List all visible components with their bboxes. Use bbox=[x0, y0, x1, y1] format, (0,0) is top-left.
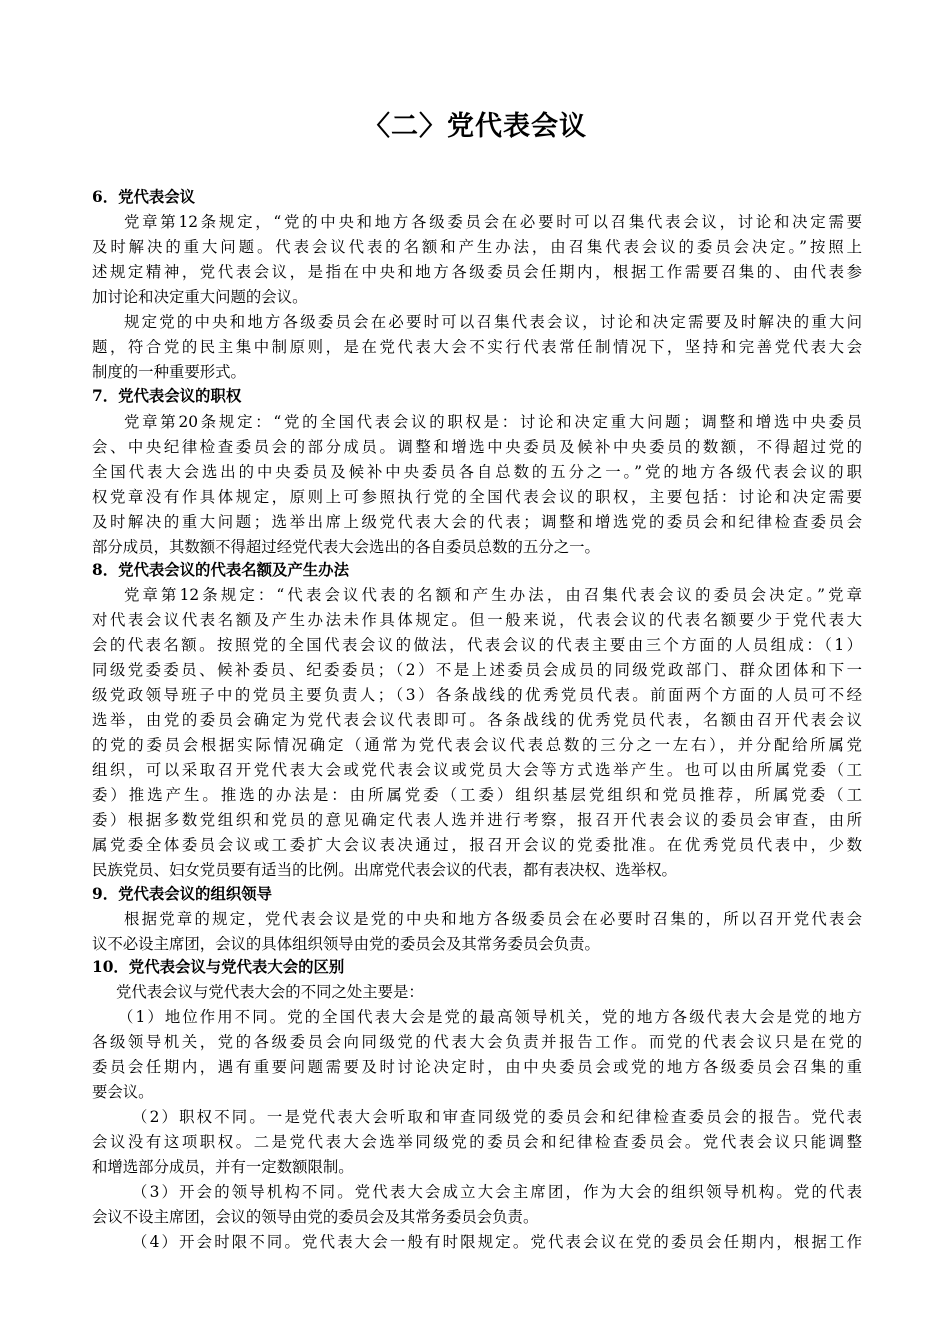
text-line: 党代表会议与党代表大会的不同之处主要是： bbox=[116, 983, 424, 1001]
text-line: 及时解决的重大问题。代表会议代表的名额和产生办法，由召集代表会议的委员会决定。”按照上 bbox=[92, 238, 862, 256]
text-line: 和增选部分成员，并有一定数额限制。 bbox=[92, 1158, 354, 1176]
text-line: 委）根据多数党组织和党员的意见确定代表人选并进行考察，报召开代表会议的委员会审查，由所 bbox=[92, 811, 862, 829]
text-line: 题，符合党的民主集中制原则，是在党代表大会不实行代表常任制情况下，坚持和完善党代表大会 bbox=[92, 338, 862, 356]
section-heading: 8．党代表会议的代表名额及产生办法 bbox=[92, 561, 349, 579]
text-line: 会的代表名额。按照党的全国代表会议的做法，代表会议的代表主要由三个方面的人员组成：（1） bbox=[92, 636, 862, 654]
text-line: 属党委全体委员会议或工委扩大会议表决通过，报召开会议的党委批准。在优秀党员代表中，少数 bbox=[92, 836, 862, 854]
text-line: 各级领导机关，党的各级委员会向同级党的代表大会负责并报告工作。而党的代表会议只是在党的 bbox=[92, 1033, 862, 1051]
text-line: 同级党委委员、候补委员、纪委委员；（2）不是上述委员会成员的同级党政部门、群众团体和下一 bbox=[92, 661, 862, 679]
text-line: 加讨论和决定重大问题的会议。 bbox=[92, 288, 308, 306]
text-line: 全国代表大会选出的中央委员及候补中央委员各自总数的五分之一。”党的地方各级代表会议的职 bbox=[92, 463, 862, 481]
text-line: 部分成员，其数额不得超过经党代表大会选出的各自委员总数的五分之一。 bbox=[92, 538, 600, 556]
section-heading: 10．党代表会议与党代表大会的区别 bbox=[92, 958, 345, 976]
text-line: 组织，可以采取召开党代表大会或党代表会议或党员大会等方式选举产生。也可以由所属党委（工 bbox=[92, 761, 862, 779]
text-line: （3）开会的领导机构不同。党代表大会成立大会主席团，作为大会的组织领导机构。党的代表 bbox=[132, 1183, 862, 1201]
text-line: 会议不设主席团，会议的领导由党的委员会及其常务委员会负责。 bbox=[92, 1208, 539, 1226]
section-heading: 7．党代表会议的职权 bbox=[92, 387, 242, 405]
text-line: 党章第12条规定，“党的中央和地方各级委员会在必要时可以召集代表会议，讨论和决定需要 bbox=[124, 213, 862, 231]
text-line: 党章第20条规定：“党的全国代表会议的职权是：讨论和决定重大问题；调整和增选中央委员 bbox=[124, 413, 862, 431]
text-line: 根据党章的规定，党代表会议是党的中央和地方各级委员会在必要时召集的，所以召开党代表会 bbox=[124, 910, 862, 928]
text-line: 党章第12条规定：“代表会议代表的名额和产生办法，由召集代表会议的委员会决定。”党章 bbox=[124, 586, 862, 604]
text-line: （4）开会时限不同。党代表大会一般有时限规定。党代表会议在党的委员会任期内，根据工作 bbox=[132, 1233, 862, 1251]
text-line: 委员会任期内，遇有重要问题需要及时讨论决定时，由中央委员会或党的地方各级委员会召集的重 bbox=[92, 1058, 862, 1076]
section-heading: 6．党代表会议 bbox=[92, 188, 196, 206]
text-line: 权党章没有作具体规定，原则上可参照执行党的全国代表会议的职权，主要包括：讨论和决定需要 bbox=[92, 488, 862, 506]
text-line: 制度的一种重要形式。 bbox=[92, 363, 246, 381]
text-line: 会、中央纪律检查委员会的部分成员。调整和增选中央委员及候补中央委员的数额，不得超过党的 bbox=[92, 438, 862, 456]
text-line: 规定党的中央和地方各级委员会在必要时可以召集代表会议，讨论和决定需要及时解决的重大问 bbox=[124, 313, 862, 331]
text-line: 对代表会议代表名额及产生办法未作具体规定。但一般来说，代表会议的代表名额要少于党代表大 bbox=[92, 611, 862, 629]
text-line: 会议没有这项职权。二是党代表大会选举同级党的委员会和纪律检查委员会。党代表会议只能调整 bbox=[92, 1133, 862, 1151]
page-title: 〈二〉党代表会议 bbox=[363, 111, 587, 142]
text-line: 及时解决的重大问题；选举出席上级党代表大会的代表；调整和增选党的委员会和纪律检查委员会 bbox=[92, 513, 862, 531]
text-line: 委）推选产生。推选的办法是：由所属党委（工委）组织基层党组织和党员推荐，所属党委（工 bbox=[92, 786, 862, 804]
text-line: 的党的委员会根据实际情况确定（通常为党代表会议代表总数的三分之一左右），并分配给所属党 bbox=[92, 736, 862, 754]
text-line: 述规定精神，党代表会议，是指在中央和地方各级委员会任期内，根据工作需要召集的、由代表参 bbox=[92, 263, 862, 281]
text-line: （1）地位作用不同。党的全国代表大会是党的最高领导机关，党的地方各级代表大会是党的地方 bbox=[118, 1008, 862, 1026]
text-line: 要会议。 bbox=[92, 1083, 154, 1101]
text-line: 议不必设主席团，会议的具体组织领导由党的委员会及其常务委员会负责。 bbox=[92, 935, 600, 953]
text-line: 级党政领导班子中的党员主要负责人；（3）各条战线的优秀党员代表。前面两个方面的人员可不经 bbox=[92, 686, 862, 704]
text-line: （2）职权不同。一是党代表大会听取和审查同级党的委员会和纪律检查委员会的报告。党代表 bbox=[132, 1108, 862, 1126]
text-line: 民族党员、妇女党员要有适当的比例。出席党代表会议的代表，都有表决权、选举权。 bbox=[92, 861, 677, 879]
section-heading: 9．党代表会议的组织领导 bbox=[92, 885, 273, 903]
text-line: 选举，由党的委员会确定为党代表会议代表即可。各条战线的优秀党员代表，名额由召开代表会议 bbox=[92, 711, 862, 729]
